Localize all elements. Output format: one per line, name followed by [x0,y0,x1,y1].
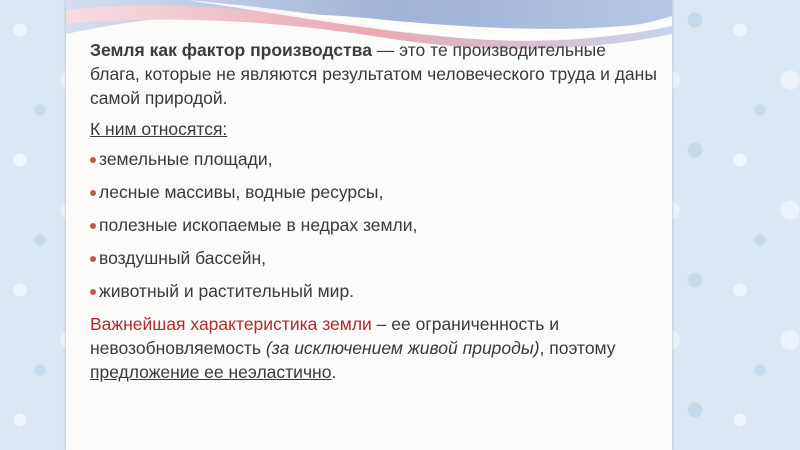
list-item-text: животный и растительный мир. [99,281,355,301]
list-heading: К ним относятся: [90,119,228,139]
list-item [90,213,660,237]
list-item [90,246,660,270]
conclusion-highlight: Важнейшая характеристика земли [90,314,372,334]
bullet-icon [90,289,96,295]
definition-text: — это те производительные блага, которые не являются результатом человеческого труда и даны самой природой. [90,40,657,108]
list-item [90,279,660,303]
list-item-text: воздушный бассейн, [99,248,267,268]
conclusion-end: . [331,362,337,382]
bullet-icon [90,190,96,196]
list-item [90,147,660,171]
conclusion-italic-note: (за исключением живой природы) [265,338,540,358]
definition-paragraph [90,38,660,110]
conclusion-text-1: – ее ограниченность и невозобновляемость [90,314,560,358]
list-item-text: полезные ископаемые в недрах земли, [99,215,418,235]
list-item-text: земельные площади, [99,149,273,169]
bullet-icon [90,157,96,163]
slide [66,0,672,450]
bullet-icon [90,223,96,229]
list-item-text: лесные массивы, водные ресурсы, [99,182,384,202]
list-item [90,180,660,204]
bullet-icon [90,256,96,262]
conclusion-paragraph [90,312,660,384]
resource-list [90,147,660,303]
conclusion-text-2: , поэтому [539,338,616,358]
definition-term: Земля как фактор производства [90,40,372,60]
slide-content [90,38,660,384]
conclusion-underlined: предложение ее неэластично [90,362,332,382]
